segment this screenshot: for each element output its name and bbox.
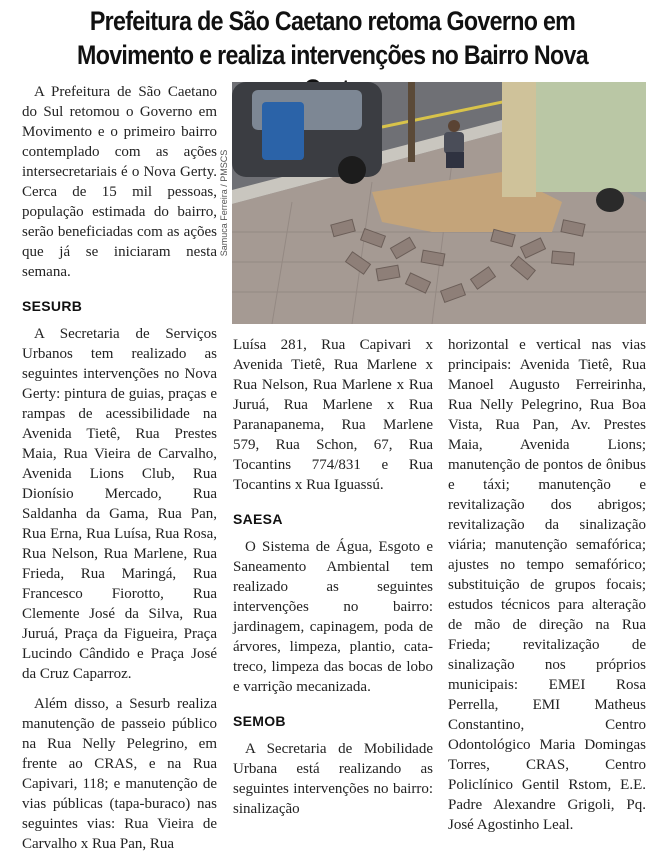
headline-line-1: Prefeitura de São Caetano retoma Governo em bbox=[89, 6, 576, 36]
column-2 bbox=[233, 335, 433, 829]
section-heading-semob: SEMOB bbox=[233, 713, 286, 729]
section-heading-sesurb: SESURB bbox=[22, 298, 83, 314]
sesurb-paragraph-1: A Secretaria de Serviços Urbanos tem realizado as seguintes intervenções no Nova Gerty: pintura de guias, praças e rampas de acessibilidade na Avenida Tietê, Rua Prestes Maia, Rua Vieira de Carvalho, Avenida Lions Club, Rua Dionísio Mercado, Rua Saldanha da Gama, Rua Pan, Rua Erna, Rua Luísa, Rua Rosa, Rua Nelson, Rua Marlene, Rua Frieda, Rua Maringá, Rua Francesco Fiorotto, Rua Clemente José da Silva, Rua Juruá, Praça da Figueira, Praça Lucindo Cândido e Praça José da Cruz Caparroz. bbox=[22, 326, 217, 682]
photo-credit: Samuca Ferreira / PMSCS bbox=[219, 149, 229, 257]
section-heading-saesa: SAESA bbox=[233, 511, 283, 527]
street-repair-photo bbox=[232, 82, 646, 324]
sesurb-paragraph-2: Além disso, a Sesurb realiza manutenção de passeio público na Rua Nelly Pelegrino, em frente ao CRAS, e na Rua Capivari, 118; e manutenção de vias públicas (tapa-buraco) nas seguintes vias: Rua Vieira de Carvalho x Rua Pan, Rua bbox=[22, 696, 217, 852]
saesa-paragraph: O Sistema de Água, Esgoto e Saneamento Ambiental tem realizado as seguintes intervenções no bairro: jardinagem, capinagem, poda de árvores, limpeza, plantio, cata-treco, limpeza das bocas de lobo e varrição mecanizada. bbox=[233, 539, 433, 695]
headline-line-2: Movimento e realiza intervenções no Bairro Nova bbox=[77, 40, 588, 70]
semob-paragraph: A Secretaria de Mobilidade Urbana está realizando as seguintes intervenções no bairro: sinalização bbox=[233, 741, 433, 817]
semob-continuation: horizontal e vertical nas vias principais: Avenida Tietê, Rua Manoel Augusto Ferreirinha, Rua Nelly Pelegrino, Rua Boa Vista, Rua Pan, Av. Prestes Maia, Avenida Lions; manutenção de pontos de ônibus e táxi; manutenção e revitalização dos abrigos; revitalização da sinalização viária; manutenção semafórica; ajustes no tempo semafórico; substituição de grupos focais; estudos técnicos para alteração de mão de direção na Rua Frieda; revitalização de sinalização nos próprios municipais: EMEI Rosa Perrella, EMI Matheus Constantino, Centro Odontológico Maria Domingas Torres, CRAS, Centro Policlínico Gentil Rstom, E.E. Padre Alexandre Grigoli, Pq. José Agostinho Leal. bbox=[448, 337, 646, 833]
column-1 bbox=[22, 82, 217, 864]
intro-paragraph: A Prefeitura de São Caetano do Sul retomou o Governo em Movimento e o primeiro bairro contemplado com as ações intersecretariais é o Nova Gerty. Cerca de 15 mil pessoas, população estimada do bairro, serão beneficiadas com as ações que já se iniciaram nesta semana. bbox=[22, 84, 217, 280]
sesurb-continuation: Luísa 281, Rua Capivari x Avenida Tietê, Rua Marlene x Rua Nelson, Rua Marlene x Rua Juruá, Rua Marlene x Rua Paranapanema, Rua Marlene 579, Rua Schon, 67, Rua Tocantins 774/831 e Rua Tocantins x Rua Iguassú. bbox=[233, 337, 433, 493]
column-3 bbox=[448, 335, 646, 845]
